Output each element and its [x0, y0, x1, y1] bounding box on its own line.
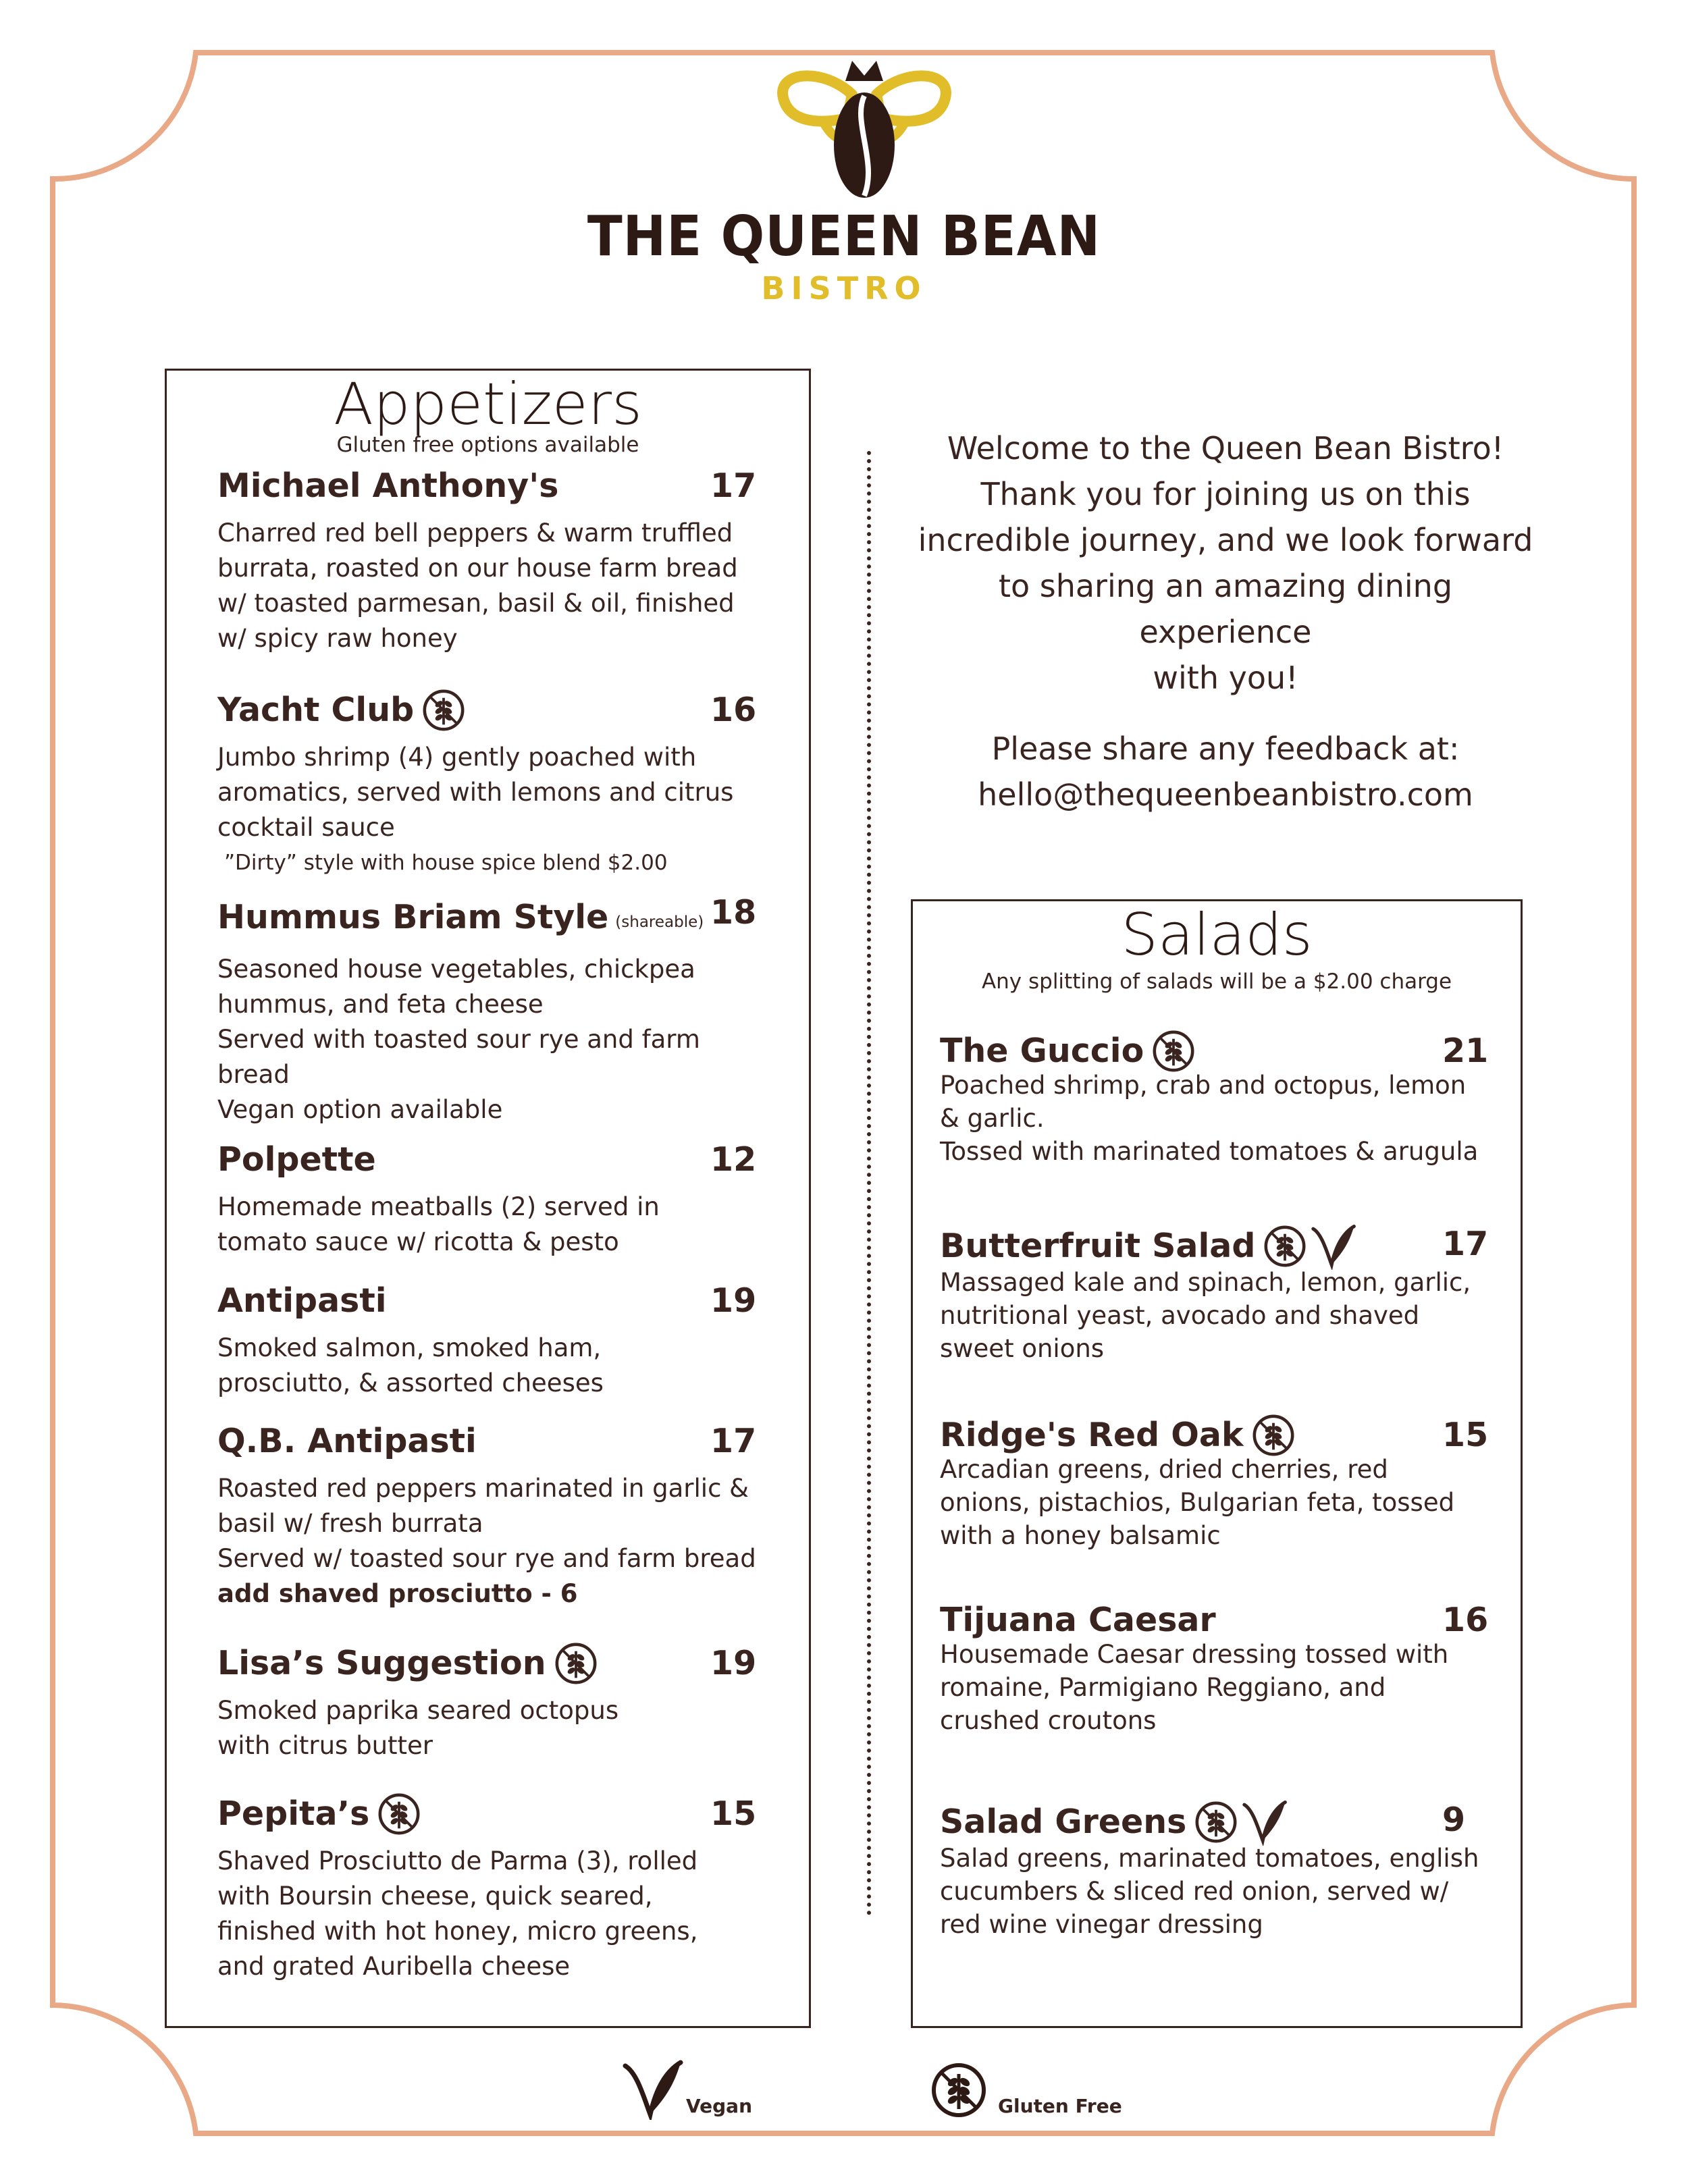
vegan-icon: [620, 2059, 684, 2120]
appetizer-item-desc-line: hummus, and feta cheese: [217, 990, 544, 1019]
appetizer-item-desc-line: cocktail sauce: [217, 813, 395, 842]
appetizer-item-desc-line: aromatics, served with lemons and citrus: [217, 778, 734, 807]
salad-item-desc-line: sweet onions: [940, 1334, 1105, 1363]
legend-gluten-free-label: Gluten Free: [998, 2095, 1122, 2117]
appetizer-item-tag: (shareable): [615, 913, 704, 931]
appetizers-note: Gluten free options available: [336, 433, 639, 457]
salad-item-desc-line: red wine vinegar dressing: [940, 1910, 1263, 1939]
queen-bee-logo: [776, 61, 952, 203]
salad-item-price: 21: [1442, 1032, 1489, 1070]
appetizer-item-name: Pepita’s: [217, 1794, 370, 1833]
appetizer-item-desc-line: with Boursin cheese, quick seared,: [217, 1882, 653, 1911]
appetizer-item-price: 17: [710, 467, 757, 505]
feedback-label: Please share any feedback at:: [991, 730, 1460, 767]
gluten-free-icon: [422, 689, 465, 732]
gluten-free-icon: [377, 1792, 421, 1836]
salad-item-desc-line: onions, pistachios, Bulgarian feta, tossed: [940, 1488, 1455, 1517]
appetizer-item-desc-line: prosciutto, & assorted cheeses: [217, 1368, 604, 1397]
appetizer-item: [217, 464, 771, 656]
salad-item-name: Salad Greens: [940, 1803, 1187, 1841]
salad-item-desc-line: Poached shrimp, crab and octopus, lemon: [940, 1071, 1467, 1100]
salad-item-name: The Guccio: [940, 1032, 1144, 1070]
appetizer-item-desc-line: w/ spicy raw honey: [217, 624, 458, 653]
salad-item-desc-line: romaine, Parmigiano Reggiano, and: [940, 1673, 1386, 1702]
appetizer-item-name-row: [217, 1138, 771, 1181]
gluten-free-icon: [554, 1642, 598, 1685]
appetizer-item-desc-line: Smoked paprika seared octopus: [217, 1696, 619, 1725]
appetizer-item: [217, 689, 771, 880]
gluten-free-icon: [930, 2062, 987, 2119]
salad-item-name: Butterfruit Salad: [940, 1227, 1256, 1265]
appetizer-item-desc-line: Smoked salmon, smoked ham,: [217, 1333, 602, 1362]
salad-item-name-row: [940, 1799, 1494, 1846]
salad-item-name-row: [940, 1599, 1494, 1642]
welcome-line: incredible journey, and we look forward: [918, 522, 1533, 558]
appetizer-item-desc-line: Roasted red peppers marinated in garlic &: [217, 1474, 749, 1503]
appetizer-item-price: 18: [710, 893, 757, 932]
gluten-free-icon: [1263, 1225, 1307, 1268]
appetizer-item-desc-line: bread: [217, 1060, 290, 1089]
appetizer-item-price: 17: [710, 1422, 757, 1460]
appetizer-item-desc-line: Jumbo shrimp (4) gently poached with: [217, 743, 697, 772]
appetizer-item-price: 19: [710, 1281, 757, 1320]
vegan-icon: [1240, 1799, 1288, 1846]
salad-item: [940, 1414, 1494, 1552]
welcome-line: Thank you for joining us on this: [980, 476, 1471, 512]
salad-item-price: 9: [1442, 1801, 1466, 1839]
appetizer-item-name: Lisa’s Suggestion: [217, 1644, 546, 1682]
appetizer-item-desc-line: and grated Auribella cheese: [217, 1952, 571, 1981]
salad-item-desc-line: Housemade Caesar dressing tossed with: [940, 1640, 1449, 1669]
salad-item-price: 15: [1442, 1416, 1489, 1454]
salad-item-desc-line: Tossed with marinated tomatoes & arugula: [940, 1137, 1479, 1166]
welcome-line: Welcome to the Queen Bean Bistro!: [947, 430, 1504, 467]
salad-item-price: 17: [1442, 1225, 1489, 1263]
appetizer-item-addon: add shaved prosciutto - 6: [217, 1579, 578, 1608]
appetizer-item-desc-line: basil w/ fresh burrata: [217, 1509, 483, 1538]
gluten-free-icon: [1152, 1030, 1195, 1073]
appetizer-item-desc-line: Seasoned house vegetables, chickpea: [217, 955, 695, 984]
appetizer-item-desc-line: Served w/ toasted sour rye and farm bread: [217, 1544, 756, 1573]
welcome-line: to sharing an amazing dining experience: [998, 568, 1453, 650]
appetizer-item-price: 12: [710, 1140, 757, 1179]
appetizer-item-name: Polpette: [217, 1140, 376, 1179]
appetizer-item: [217, 1792, 771, 1984]
vegan-icon: [1309, 1223, 1356, 1270]
salad-item-desc-line: with a honey balsamic: [940, 1521, 1221, 1550]
appetizer-item: [217, 1138, 771, 1260]
brand-title: THE QUEEN BEAN: [587, 203, 1101, 269]
appetizer-item-price: 15: [710, 1794, 757, 1833]
salads-note: Any splitting of salads will be a $2.00 charge: [981, 969, 1452, 994]
appetizer-item-name-row: [217, 464, 771, 508]
appetizer-item: [217, 1279, 771, 1401]
appetizer-item-extra-note: ”Dirty” style with house spice blend $2.00: [224, 851, 668, 875]
appetizer-item-desc-line: tomato sauce w/ ricotta & pesto: [217, 1227, 619, 1256]
gluten-free-icon: [1194, 1801, 1238, 1844]
appetizer-item-desc-line: Charred red bell peppers & warm truffled: [217, 518, 733, 548]
salad-item-desc-line: Massaged kale and spinach, lemon, garlic,: [940, 1268, 1471, 1297]
appetizer-item-name: Michael Anthony's: [217, 467, 559, 505]
welcome-line: with you!: [1153, 660, 1298, 696]
appetizer-item-desc-line: Homemade meatballs (2) served in: [217, 1192, 660, 1221]
appetizer-item-name-row: [217, 891, 771, 944]
salad-item-desc-line: crushed croutons: [940, 1706, 1157, 1735]
salad-item-name-row: [940, 1223, 1494, 1270]
appetizer-item-name-row: [217, 689, 771, 732]
appetizer-item-name: Yacht Club: [217, 691, 415, 729]
appetizer-item-name: Q.B. Antipasti: [217, 1422, 477, 1460]
feedback-block: [912, 726, 1539, 818]
salad-item-name: Tijuana Caesar: [940, 1601, 1216, 1639]
appetizer-item-desc-line: with citrus butter: [217, 1731, 433, 1760]
salads-title: Salads: [1121, 901, 1313, 969]
appetizer-item-name-row: [217, 1279, 771, 1323]
appetizer-item-name: Hummus Briam Style: [217, 898, 609, 936]
appetizer-item-desc-line: w/ toasted parmesan, basil & oil, finished: [217, 589, 735, 618]
salad-item: [940, 1799, 1494, 1941]
salad-item-desc-line: & garlic.: [940, 1104, 1045, 1133]
appetizer-item-desc-line: burrata, roasted on our house farm bread: [217, 554, 738, 583]
appetizer-item: [217, 891, 771, 1127]
salad-item-name: Ridge's Red Oak: [940, 1416, 1244, 1454]
appetizer-item-desc-line: Shaved Prosciutto de Parma (3), rolled: [217, 1846, 698, 1875]
appetizer-item-name: Antipasti: [217, 1281, 387, 1320]
gluten-free-icon: [1252, 1414, 1295, 1457]
welcome-message: [912, 425, 1539, 701]
appetizer-item: [217, 1420, 771, 1612]
salad-item-desc-line: Arcadian greens, dried cherries, red: [940, 1455, 1388, 1484]
salad-item: [940, 1223, 1494, 1365]
appetizer-item-price: 16: [710, 691, 757, 729]
appetizer-item-name-row: [217, 1420, 771, 1463]
appetizer-item-desc-line: Vegan option available: [217, 1095, 503, 1124]
salad-item-desc-line: cucumbers & sliced red onion, served w/: [940, 1877, 1449, 1906]
salad-item: [940, 1030, 1494, 1168]
appetizers-title: Appetizers: [334, 371, 642, 438]
appetizer-item-price: 19: [710, 1644, 757, 1682]
salad-item-name-row: [940, 1414, 1494, 1457]
salad-item-desc-line: Salad greens, marinated tomatoes, english: [940, 1844, 1479, 1873]
brand-subtitle: BISTRO: [761, 270, 927, 307]
feedback-email-link[interactable]: hello@thequeenbeanbistro.com: [978, 776, 1473, 813]
appetizer-item-name-row: [217, 1792, 771, 1836]
appetizer-item: [217, 1642, 771, 1763]
appetizer-item-desc-line: Served with toasted sour rye and farm: [217, 1025, 700, 1054]
appetizer-item-desc-line: finished with hot honey, micro greens,: [217, 1917, 698, 1946]
salad-item-name-row: [940, 1030, 1494, 1073]
salad-item: [940, 1599, 1494, 1737]
salad-item-price: 16: [1442, 1601, 1489, 1639]
appetizer-item-name-row: [217, 1642, 771, 1685]
legend-vegan-label: Vegan: [686, 2095, 752, 2117]
salad-item-desc-line: nutritional yeast, avocado and shaved: [940, 1301, 1420, 1330]
column-divider: [867, 451, 871, 1916]
